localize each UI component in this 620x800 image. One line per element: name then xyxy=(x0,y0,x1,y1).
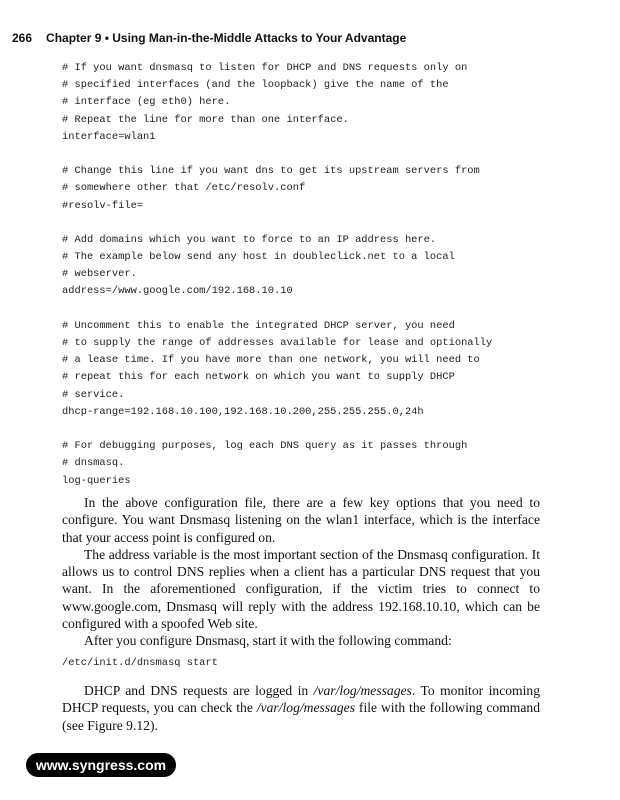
text-run: file with the following command (see Figure 9.12). xyxy=(62,700,540,733)
code-line: # Uncomment this to enable the integrated DHCP server, you need xyxy=(62,319,455,332)
text-run: . To monitor incoming DHCP requests, you can check the xyxy=(62,683,540,716)
code-line xyxy=(62,215,492,232)
code-line: # The example below send any host in doubleclick.net to a local xyxy=(62,251,455,264)
code-line: address=/www.google.com/192.168.10.10 xyxy=(62,285,293,298)
body-paragraph: In the above configuration file, there are a few key options that you need to configure. You want Dnsmasq listening on the wlan1 interface, which is the interface that your access point is configured on. xyxy=(62,495,540,545)
config-code-listing xyxy=(62,60,492,490)
code-line: # webserver. xyxy=(62,268,137,281)
code-line xyxy=(62,421,492,438)
code-line: # to supply the range of addresses available for lease and optionally xyxy=(62,337,493,349)
body-paragraph xyxy=(62,682,540,734)
code-line: interface=wlan1 xyxy=(62,130,156,143)
running-title: Chapter 9 • Using Man-in-the-Middle Attacks to Your Advantage xyxy=(46,31,407,45)
closing-text-block xyxy=(62,682,540,734)
code-line xyxy=(62,146,492,163)
start-command: /etc/init.d/dnsmasq start xyxy=(62,657,218,669)
code-line: # interface (eg eth0) here. xyxy=(62,96,231,109)
code-line: # Add domains which you want to force to an IP address here. xyxy=(62,233,437,246)
body-text-block xyxy=(62,494,540,650)
code-line: log-queries xyxy=(62,474,131,487)
body-paragraph: The address variable is the most important section of the Dnsmasq configuration. It allows us to control DNS replies when a client has a particular DNS request that you want. In the aforementioned configuration, if the victim tries to connect to www.google.com, Dnsmasq will reply with the address 192.168.10.10, which can be configured with a spoofed Web site. xyxy=(62,546,540,632)
code-line: #resolv-file= xyxy=(62,199,144,212)
running-header xyxy=(12,31,406,45)
code-line: # specified interfaces (and the loopback) give the name of the xyxy=(62,79,449,92)
code-line: # repeat this for each network on which you want to supply DHCP xyxy=(62,371,455,384)
code-line: # dnsmasq. xyxy=(62,457,125,470)
publisher-url-badge: www.syngress.com xyxy=(26,753,176,777)
code-line: # Repeat the line for more than one interface. xyxy=(62,113,349,126)
file-path: /var/log/messages xyxy=(256,700,355,716)
code-line: # If you want dnsmasq to listen for DHCP and DNS requests only on xyxy=(62,62,468,74)
file-path: /var/log/messages xyxy=(313,683,412,698)
code-line: # For debugging purposes, log each DNS query as it passes through xyxy=(62,440,468,453)
code-line: # service. xyxy=(62,388,125,401)
page-number: 266 xyxy=(12,31,33,45)
code-line: dhcp-range=192.168.10.100,192.168.10.200,255.255.255.0,24h xyxy=(62,405,424,418)
body-paragraph: After you configure Dnsmasq, start it with the following command: xyxy=(84,633,452,649)
text-run: DHCP and DNS requests are logged in xyxy=(84,683,314,698)
code-line: # Change this line if you want dns to get its upstream servers from xyxy=(62,165,480,178)
code-line: # somewhere other that /etc/resolv.conf xyxy=(62,182,306,195)
code-line: # a lease time. If you have more than one network, you will need to xyxy=(62,354,480,367)
code-line xyxy=(62,301,492,318)
